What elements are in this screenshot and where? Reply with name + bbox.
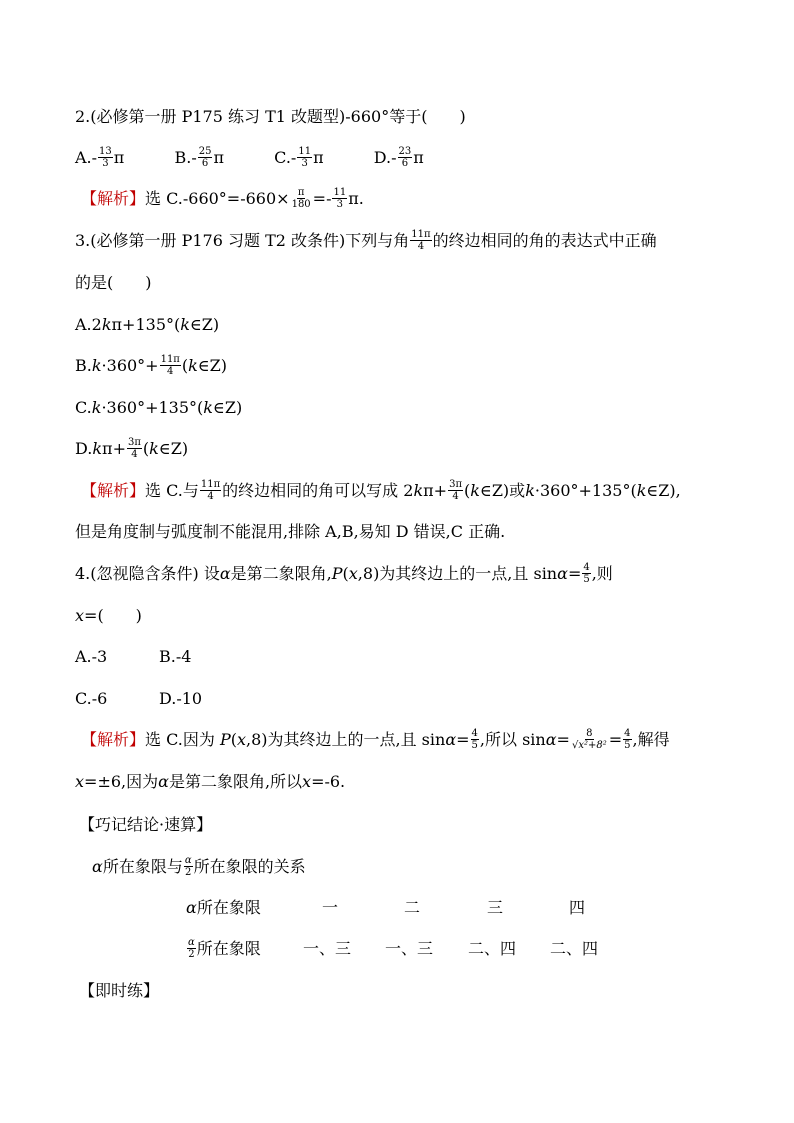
- q4-options-row2: [75, 687, 202, 711]
- table-cell: 一、三: [303, 939, 352, 958]
- q2-option-d: D.- $\frac{23}{6}$ π: [373, 146, 424, 169]
- table-cell: 二、四: [550, 939, 599, 958]
- practice-heading: 【即时练】: [79, 981, 160, 1000]
- table-cell: 一: [322, 898, 339, 917]
- q4-analysis-line2: x=±6,因为α是第二象限角,所以x=-6.: [75, 772, 346, 791]
- q4-stem-line2: x=( ): [75, 606, 142, 625]
- table-cell: 二: [404, 898, 421, 917]
- q2-stem: 2.(必修第一册 P175 练习 T1 改题型)-660°等于( ): [75, 107, 466, 126]
- table-cell: 四: [569, 898, 586, 917]
- q3-analysis: 【解析】选 C.与 $\frac{11\pi}{4}$ 的终边相同的角可以写成 2kπ+ $\frac{3\pi}{4}$ (k∈Z)或k·360°+135°(k∈Z),: [81, 479, 681, 502]
- q2-option-a: A.- $\frac{13}{3}$ π: [75, 146, 125, 169]
- q3-option-a: A.2kπ+135°(k∈Z): [75, 315, 220, 334]
- q3-analysis-line2: 但是角度制与弧度制不能混用,排除 A,B,易知 D 错误,C 正确.: [75, 522, 506, 541]
- q4-option-b: B.-4: [159, 647, 192, 666]
- q2-options: [75, 146, 424, 170]
- q3-stem-line2: 的是( ): [75, 273, 152, 292]
- q3-stem: 3.(必修第一册 P176 习题 T2 改条件)下列与角 $\frac{11\pi}{4}$ 的终边相同的角的表达式中正确: [75, 229, 657, 252]
- q4-stem: 4.(忽视隐含条件) 设α是第二象限角,P(x,8)为其终边上的一点,且 sinα= $\frac{4}{5}$ ,则: [75, 562, 613, 585]
- q4-option-c: C.-6: [75, 689, 108, 708]
- table-cell: 二、四: [468, 939, 517, 958]
- analysis-tag: 【解析】: [81, 481, 146, 500]
- table-row-half-alpha: $\frac{\alpha}{2}$ 所在象限: [188, 937, 261, 960]
- q3-option-c: C.k·360°+135°(k∈Z): [75, 398, 243, 417]
- q4-option-a: A.-3: [75, 647, 108, 666]
- q4-options-row1: [75, 645, 191, 669]
- table-cell: 一、三: [385, 939, 434, 958]
- q3-option-d: D.kπ+ $\frac{3\pi}{4}$ (k∈Z): [75, 437, 189, 460]
- tip-heading: 【巧记结论·速算】: [79, 815, 213, 834]
- q2-option-b: B.- $\frac{25}{6}$ π: [174, 146, 224, 169]
- analysis-tag: 【解析】: [81, 189, 146, 208]
- q2-option-c: C.- $\frac{11}{3}$ π: [274, 146, 324, 169]
- table-row-alpha: α所在象限: [186, 898, 261, 917]
- tip-intro: α所在象限与 $\frac{\alpha}{2}$ 所在象限的关系: [92, 855, 306, 878]
- q4-option-d: D.-10: [159, 689, 203, 708]
- q3-option-b: B.k·360°+ $\frac{11\pi}{4}$ (k∈Z): [75, 354, 228, 377]
- analysis-tag: 【解析】: [81, 730, 146, 749]
- q4-analysis: 【解析】选 C.因为 P(x,8)为其终边上的一点,且 sinα= $\frac{4}{5}$ ,所以 sinα= $\frac{8}{\text{√x²+8²}}$ = $\frac{4}{5}$ ,解得: [81, 728, 670, 751]
- table-cell: 三: [487, 898, 504, 917]
- q2-analysis: 【解析】选 C.-660°=-660× $\frac{\pi}{180}$ =- $\frac{11}{3}$ π.: [81, 187, 364, 210]
